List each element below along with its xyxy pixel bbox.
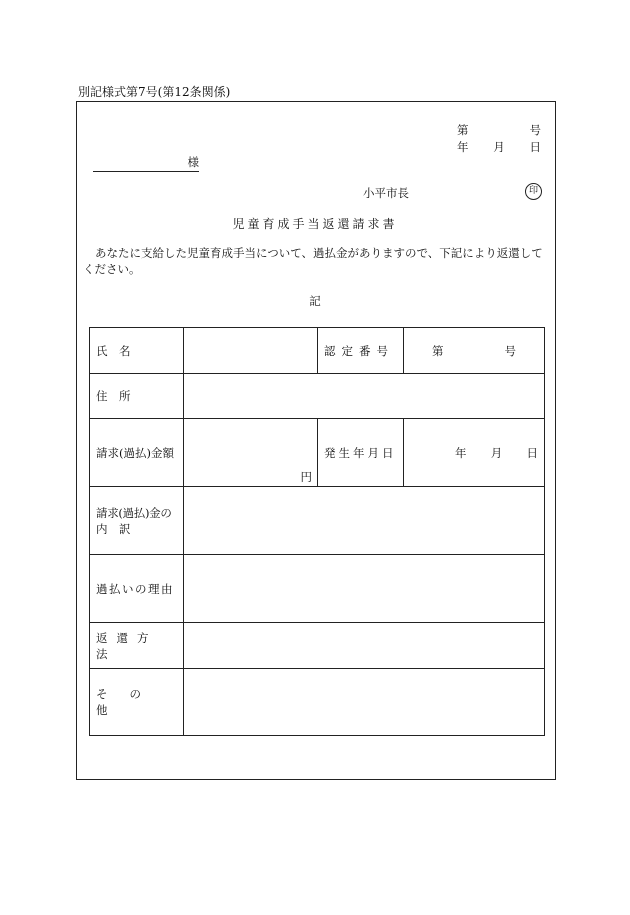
table-row-method <box>90 623 545 669</box>
amount-label-cell <box>90 419 184 487</box>
amount-input-cell[interactable] <box>184 419 318 487</box>
seal-mark: 印 <box>525 183 542 200</box>
date-year: 年 <box>457 140 469 154</box>
address-input-cell[interactable] <box>184 374 545 419</box>
addressee-line[interactable] <box>93 154 199 172</box>
occ-day: 日 <box>526 445 538 460</box>
occurrence-label-cell <box>318 419 404 487</box>
document-title: 児童育成手当返還請求書 <box>232 217 398 231</box>
name-input-cell[interactable] <box>184 328 318 374</box>
reason-label-cell <box>90 555 184 623</box>
date-day: 日 <box>529 140 541 154</box>
occurrence-value-cell[interactable] <box>404 419 545 487</box>
occ-year: 年 <box>455 445 467 460</box>
name-label-cell <box>90 328 184 374</box>
table-row-amount <box>90 419 545 487</box>
other-label: その他 <box>96 687 163 717</box>
table-row-name <box>90 328 545 374</box>
address-label-cell <box>90 374 184 419</box>
cert-suffix: 号 <box>504 343 516 358</box>
breakdown-input-cell[interactable] <box>184 487 545 555</box>
breakdown-label-line1: 請求(過払)金の <box>96 505 172 520</box>
other-input-cell[interactable] <box>184 669 545 736</box>
reason-label: 過払いの理由 <box>96 581 174 596</box>
table-row-breakdown <box>90 487 545 555</box>
body-text: あなたに支給した児童育成手当について、過払金がありますので、下記により返還してください。 <box>83 246 543 276</box>
occ-month: 月 <box>490 445 503 460</box>
reason-input-cell[interactable] <box>184 555 545 623</box>
breakdown-label-cell <box>90 487 184 555</box>
method-label-cell <box>90 623 184 669</box>
form-caption: 別記様式第7号(第12条関係) <box>78 85 231 99</box>
occurrence-label: 発生年月日 <box>324 445 397 460</box>
table-row-other <box>90 669 545 736</box>
addressee-suffix: 様 <box>187 155 199 169</box>
breakdown-label-line2: 内 訳 <box>96 521 131 536</box>
number-suffix: 号 <box>529 123 541 137</box>
document-number-line <box>457 122 541 138</box>
other-label-cell <box>90 669 184 736</box>
method-label: 返還方法 <box>96 630 158 661</box>
method-input-cell[interactable] <box>184 623 545 669</box>
address-label: 住 所 <box>96 389 131 403</box>
cert-label: 認定番号 <box>324 343 394 358</box>
date-month: 月 <box>493 140 505 154</box>
detail-table <box>89 327 545 736</box>
cert-label-cell <box>318 328 404 374</box>
yen-unit: 円 <box>300 470 312 484</box>
cert-value-cell[interactable] <box>404 328 545 374</box>
name-label: 氏 名 <box>96 343 131 358</box>
table-row-address <box>90 374 545 419</box>
cert-prefix: 第 <box>432 343 444 358</box>
number-prefix: 第 <box>457 123 469 137</box>
issuer: 小平市長 <box>363 186 409 200</box>
ki-heading: 記 <box>309 294 321 308</box>
table-row-reason <box>90 555 545 623</box>
amount-label: 請求(過払)金額 <box>96 445 174 460</box>
document-date-line <box>457 139 541 155</box>
